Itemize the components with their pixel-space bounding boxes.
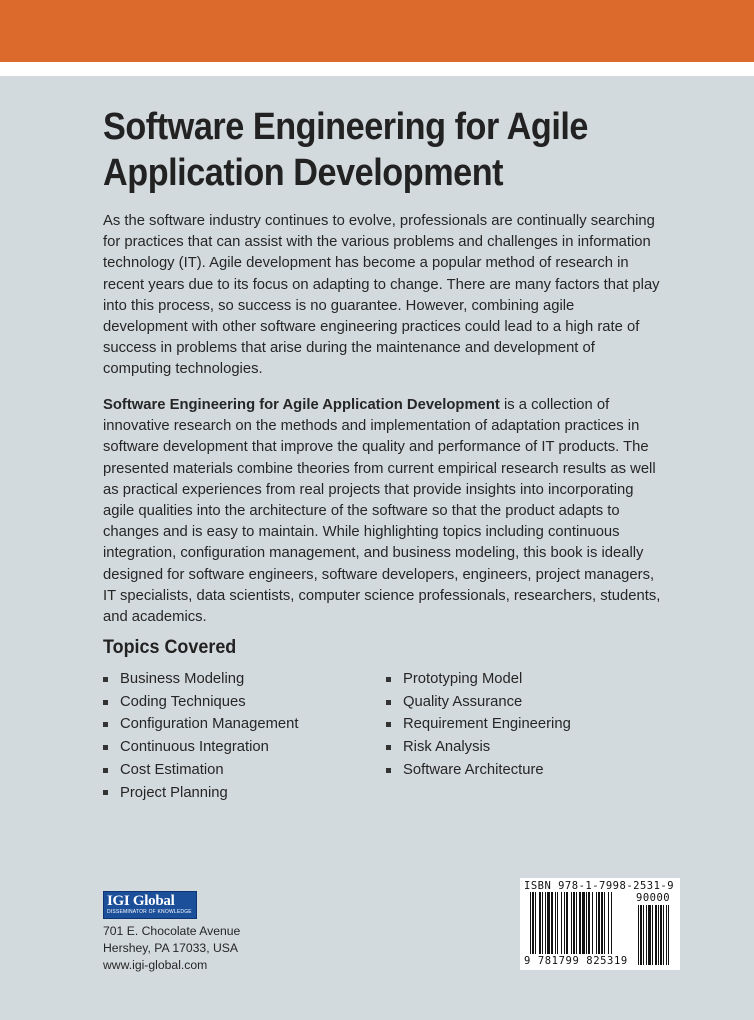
top-orange-band [0,0,754,62]
description-text: is a collection of innovative research on the methods and implementation of adaptation practices in software development that improve the quality and performance of IT products. The presented materials combine theories from current empirical research results as well as practical experiences from real projects that provide insights into incorporating agile qualities into the architecture of the software so that the product adapts to changes and is easy to maintain. While highlighting topics including continuous integration, configuration management, and business modeling, this book is ideally designed for software engineers, software developers, engineers, project managers, IT specialists, data scientists, computer science professionals, researchers, students, and academics. [103,397,661,626]
igi-global-logo [103,891,197,919]
barcode-bar [564,892,565,954]
topic-label: Business Modeling [120,671,245,687]
barcode-bar [545,892,546,954]
barcode-bar [530,892,531,954]
barcode-bar [604,892,605,954]
addon-bar [663,905,664,965]
addon-bar [638,905,639,965]
topic-item [386,736,571,759]
topic-item [103,759,299,782]
address-line-2: Hershey, PA 17033, USA [103,941,239,955]
barcode-bar [608,892,609,954]
isbn-barcode [520,878,680,970]
book-title: Software Engineering for Agile Application Development [103,106,589,194]
barcode-bar [539,892,541,954]
logo-name: IGI Global [107,893,175,909]
topic-item [103,782,299,805]
description-paragraph [103,395,663,628]
barcode-bar [601,892,603,954]
topic-item [386,759,571,782]
addon-bar [658,905,659,965]
barcode-bar [555,892,556,954]
addon-bar [660,905,662,965]
topic-label: Risk Analysis [403,739,491,756]
bullet-icon [103,768,108,773]
barcode-bar [588,892,590,954]
addon-bar [640,905,642,965]
topics-heading: Topics Covered [103,636,237,658]
addon-bar [666,905,667,965]
barcode-bar [611,892,612,954]
price-code: 90000 [636,892,671,904]
topic-item [386,691,571,714]
isbn-label: ISBN 978-1-7998-2531-9 [524,880,675,892]
topics-list-left [103,668,299,804]
bullet-icon [103,722,108,727]
bullet-icon [386,677,391,682]
barcode-bar [576,892,577,954]
barcode-bar [579,892,581,954]
barcode-bar [586,892,587,954]
topic-item [103,668,299,691]
bullet-icon [103,790,108,795]
addon-bar [648,905,651,965]
barcode-bar [532,892,534,954]
topic-label: Project Planning [120,784,228,801]
barcode-bar [582,892,585,954]
topic-item [103,713,299,736]
topic-item [386,713,571,736]
barcode-bar [566,892,568,954]
bullet-icon [386,768,391,773]
addon-bar [643,905,644,965]
topic-label: Quality Assurance [403,693,523,710]
publisher-website: www.igi-global.com [103,958,208,972]
addon-bar [646,905,647,965]
addon-bar [655,905,657,965]
barcode-number: 9 781799 825319 [524,955,628,967]
barcode-bar [551,892,553,954]
topic-label: Requirement Engineering [403,716,571,733]
bullet-icon [103,700,108,705]
barcode-bar [598,892,600,954]
topic-label: Software Architecture [403,761,544,778]
description-bold-title: Software Engineering for Agile Application Development [103,397,500,413]
white-stripe [0,62,754,76]
addon-bar [652,905,653,965]
topics-list-right [386,668,571,782]
topic-item [386,668,571,691]
bullet-icon [103,677,108,682]
bullet-icon [386,722,391,727]
topic-item [103,691,299,714]
barcode-bar [557,892,558,954]
barcode-bar [542,892,543,954]
bullet-icon [103,745,108,750]
address-line-1: 701 E. Chocolate Avenue [103,924,241,938]
barcode-bar [535,892,536,954]
topic-item [103,736,299,759]
barcode-bar [561,892,562,954]
bullet-icon [386,745,391,750]
barcode-bar [573,892,575,954]
topic-label: Prototyping Model [403,671,523,687]
topic-label: Cost Estimation [120,761,224,778]
topic-label: Coding Techniques [120,693,246,710]
intro-paragraph: As the software industry continues to evolve, professionals are continually searching for practices that can assist with the various problems and challenges in information technology (IT). Agile development has become a popular method of research in recent years due to its focus on adapting to change. There are many factors that play into this process, so success is no guarantee. However, combining agile development with other software engineering practices could lead to a high rate of success in problems that arise during the maintenance and development of computing technologies. [103,213,660,378]
barcode-bar [547,892,550,954]
publisher-address [103,923,240,974]
barcode-bar [596,892,597,954]
topic-label: Continuous Integration [120,739,269,756]
barcode-bar [592,892,593,954]
addon-bar [668,905,669,965]
topic-label: Configuration Management [120,716,299,733]
barcode-bar [571,892,572,954]
logo-tagline: DISSEMINATOR OF KNOWLEDGE [107,909,192,915]
bullet-icon [386,700,391,705]
